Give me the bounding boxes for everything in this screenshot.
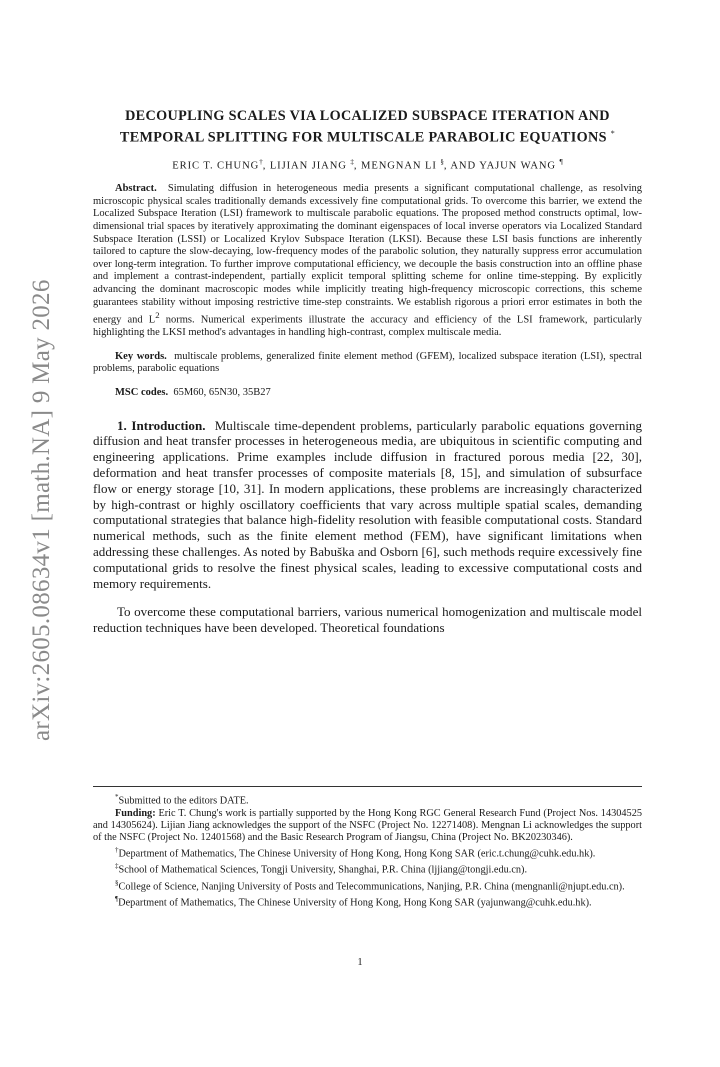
footnote bbox=[93, 877, 642, 894]
footnote-mark: † bbox=[115, 845, 119, 854]
author-separator: , bbox=[262, 160, 270, 172]
footnote-text: Submitted to the editors DATE. bbox=[118, 795, 249, 807]
paper-page bbox=[93, 108, 642, 636]
footnote bbox=[93, 808, 642, 844]
introduction-paragraph bbox=[93, 418, 642, 592]
author: MENGNAN LI bbox=[361, 160, 437, 172]
msc-text: 65M60, 65N30, 35B27 bbox=[173, 387, 271, 399]
footnote bbox=[93, 791, 642, 808]
keywords-label: Key words. bbox=[115, 350, 167, 362]
msc-codes bbox=[93, 387, 642, 400]
keywords-text: multiscale problems, generalized finite element method (GFEM), localized subspace iteration (LSI), spectral problems, parabolic equations bbox=[93, 350, 643, 375]
footnote-text: Eric T. Chung's work is partially supported by the Hong Kong RGC General Research Fund (Project Nos. 14304525 and 14305624). Lijian Jiang acknowledges the support of the NSFC (Project No. 12271408). Mengnan Li acknowledges the support of the NSFC (Project No. 12401568) and the Basic Research Program of Jiangsu, China (Project No. BK20230346). bbox=[93, 807, 642, 843]
abstract-text-end: norms. Numerical experiments illustrate the accuracy and efficiency of the LSI framework, particularly highlighting the LKSI method's advantages in handling high-contrast, complex multiscale media. bbox=[93, 314, 642, 339]
abstract bbox=[93, 183, 642, 340]
introduction-text: Multiscale time-dependent problems, particularly parabolic equations governing diffusion and heat transfer processes in heterogeneous media, are ubiquitous in scientific computing and engineering applications. Prime examples include diffusion in fractured porous media [22, 30], deformation and heat transfer processes of composite materials [8, 15], and simulation of subsurface flow or energy storage [10, 31]. In modern applications, these problems are increasingly characterized by high-contrast or highly oscillatory coefficients that vary across multiple spatial scales, demanding computational strategies that balance high-fidelity resolution with feasible computational costs. Standard numerical methods, such as the finite element method (FEM), have significant limitations when addressing these challenges. As noted by Babuška and Osborn [6], such methods require excessively fine computational grids to resolve the finest physical scales, leading to excessive computational costs and memory requirements. bbox=[93, 417, 642, 591]
author: YAJUN WANG bbox=[479, 160, 556, 172]
author-mark: ‡ bbox=[350, 157, 354, 166]
author: LIJIAN JIANG bbox=[269, 160, 347, 172]
abstract-label: Abstract. bbox=[115, 183, 157, 195]
title-footnote-mark: * bbox=[610, 129, 616, 138]
msc-label: MSC codes. bbox=[115, 387, 169, 399]
abstract-text: Simulating diffusion in heterogeneous media presents a significant computational challenge, as resolving microscopic physical scales traditionally demands excessively fine computational grids. To overcome this barrier, we extend the Localized Subspace Iteration (LSI) framework to multiscale parabolic equations. The proposed method constructs optimal, low-dimensional trial spaces by iteratively approximating the dominant eigenspaces of local inverse operators via Localized Standard Subspace Iteration (LSSI) or Localized Krylov Subspace Iteration (LKSI). Because these LSI basis functions are inherently tailored to capture the slow-decaying, low-frequency modes of the parabolic solution, they naturally suppress error accumulation over long-term integration. To further improve computational efficiency, we decouple the basis construction into an offline phase and implement a contrast-independent, partially explicit temporal splitting scheme for online time-stepping. By explicitly advancing the dominant macroscopic modes while implicitly treating high-frequency microscopic corrections, this scheme guarantees stability without imposing restrictive time-step constraints. We establish rigorous a priori error estimates in both the energy and L bbox=[93, 183, 642, 326]
author-list bbox=[93, 158, 642, 172]
abstract-superscript: 2 bbox=[155, 310, 160, 321]
footnote-label: Funding: bbox=[115, 807, 156, 819]
author: ERIC T. CHUNG bbox=[172, 160, 260, 172]
author-mark: § bbox=[440, 157, 444, 166]
author-separator: , AND bbox=[443, 160, 480, 172]
paper-title bbox=[93, 108, 642, 147]
author-mark: † bbox=[259, 157, 263, 166]
keywords bbox=[93, 351, 642, 376]
section-heading: 1. Introduction. bbox=[117, 417, 206, 433]
introduction-paragraph-2: To overcome these computational barriers, various numerical homogenization and multiscale model reduction techniques have been developed. Theoretical foundations bbox=[93, 604, 642, 636]
page-number: 1 bbox=[357, 957, 363, 968]
footnote-text: College of Science, Nanjing University of Posts and Telecommunications, Nanjing, P.R. China (mengnanli@njupt.edu.cn). bbox=[118, 881, 625, 893]
footnote bbox=[93, 893, 642, 910]
footnote-mark: * bbox=[115, 793, 119, 801]
footnote bbox=[93, 844, 642, 861]
footnote-text: Department of Mathematics, The Chinese University of Hong Kong, Hong Kong SAR (eric.t.chung@cuhk.edu.hk). bbox=[118, 848, 596, 860]
footnote-text: Department of Mathematics, The Chinese University of Hong Kong, Hong Kong SAR (yajunwang@cuhk.edu.hk). bbox=[118, 897, 592, 909]
arxiv-identifier: arXiv:2605.08634v1 [math.NA] 9 May 2026 bbox=[28, 279, 55, 741]
footnotes bbox=[93, 786, 642, 910]
footnote-mark: ¶ bbox=[115, 895, 119, 904]
footnote-text: School of Mathematical Sciences, Tongji University, Shanghai, P.R. China (ljjiang@tongji.edu.cn). bbox=[118, 864, 528, 876]
footnote-mark: ‡ bbox=[115, 862, 119, 871]
author-separator: , bbox=[353, 160, 361, 172]
author-mark: ¶ bbox=[559, 157, 563, 166]
paper-title-text: DECOUPLING SCALES VIA LOCALIZED SUBSPACE ITERATION AND TEMPORAL SPLITTING FOR MULTISCALE PARABOLIC EQUATIONS bbox=[119, 108, 610, 146]
footnote bbox=[93, 860, 642, 877]
footnote-mark: § bbox=[115, 878, 119, 887]
